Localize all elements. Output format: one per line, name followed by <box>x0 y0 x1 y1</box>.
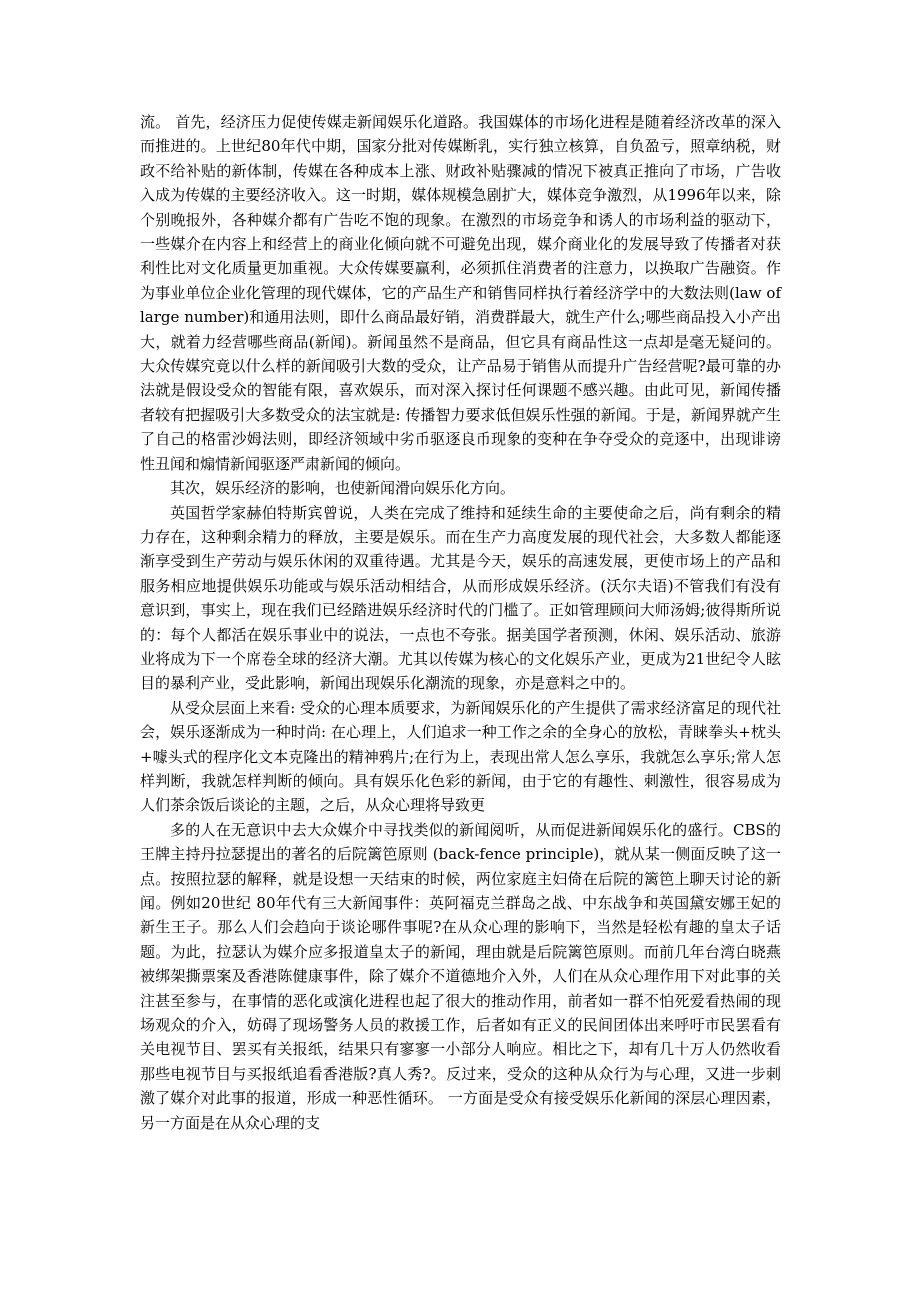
document-body <box>140 110 781 1135</box>
paragraph-2: 其次，娱乐经济的影响，也使新闻滑向娱乐化方向。 <box>170 479 516 498</box>
paragraph-5: 多的人在无意识中去大众媒介中寻找类似的新闻阅听，从而促进新闻娱乐化的盛行。CBS的王牌主持丹拉瑟提出的著名的后院篱笆原则 (back-fence principle)，就从某一侧面反映了这一点。按照拉瑟的解释，就是设想一天结束的时候，两位家庭主妇倚在后院的篱笆上聊天讨论的新闻。例如20世纪 80年代有三大新闻事件：英阿福克兰群岛之战、中东战争和英国黛安娜王妃的新生王子。那么人们会趋向于谈论哪件事呢?在从众心理的影响下，当然是轻松有趣的皇太子话题。为此，拉瑟认为媒介应多报道皇太子的新闻，理由就是后院篱笆原则。而前几年台湾白晓燕被绑架撕票案及香港陈健康事件，除了媒介不道德地介入外，人们在从众心理作用下对此事的关注甚至参与，在事情的恶化或演化进程也起了很大的推动作用，前者如一群不怕死爱看热闹的现场观众的介入，妨碍了现场警务人员的救援工作，后者如有正义的民间团体出来呼吁市民罢看有关电视节目、罢买有关报纸，结果只有寥寥一小部分人响应。相比之下，却有几十万人仍然收看那些电视节目与买报纸追看香港版?真人秀?。反过来，受众的这种从众行为与心理，又进一步刺激了媒介对此事的报道，形成一种恶性循环。 一方面是受众有接受娱乐化新闻的深层心理因素，另一方面是在从众心理的支 <box>140 820 781 1132</box>
paragraph-1: 流。 首先，经济压力促使传媒走新闻娱乐化道路。我国媒体的市场化进程是随着经济改革的深入而推进的。上世纪80年代中期，国家分批对传媒断乳，实行独立核算，自负盈亏，照章纳税，财政不给补贴的新体制，传媒在各种成本上涨、财政补贴骤减的情况下被真正推向了市场，广告收入成为传媒的主要经济收入。这一时期，媒体规模急剧扩大，媒体竞争激烈，从1996年以来，除个别晚报外，各种媒介都有广告吃不饱的现象。在激烈的市场竞争和诱人的市场利益的驱动下，一些媒介在内容上和经营上的商业化倾向就不可避免出现，媒介商业化的发展导致了传播者对获利性比对文化质量更加重视。大众传媒要赢利，必须抓住消费者的注意力，以换取广告融资。作为事业单位企业化管理的现代媒体，它的产品生产和销售同样执行着经济学中的大数法则(law of large number)和通用法则，即什么商品最好销，消费群最大，就生产什么;哪些商品投入小产出大，就着力经营哪些商品(新闻)。新闻虽然不是商品，但它具有商品性这一点却是毫无疑问的。大众传媒究竟以什么样的新闻吸引大数的受众，让产品易于销售从而提升广告经营呢?最可靠的办法就是假设受众的智能有限，喜欢娱乐，而对深入探讨任何课题不感兴趣。由此可见，新闻传播者较有把握吸引大多数受众的法宝就是: 传播智力要求低但娱乐性强的新闻。于是，新闻界就产生了自己的格雷沙姆法则，即经济领域中劣币驱逐良币现象的变种在争夺受众的竞逐中，出现诽谤性丑闻和煽情新闻驱逐严肃新闻的倾向。 <box>140 113 781 473</box>
paragraph-4: 从受众层面上来看: 受众的心理本质要求，为新闻娱乐化的产生提供了需求经济富足的现代社会，娱乐逐渐成为一种时尚: 在心理上，人们追求一种工作之余的全身心的放松，青睐拳头+枕头+噱头式的程序化文本克隆出的精神鸦片;在行为上，表现出常人怎么享乐，我就怎么享乐;常人怎样判断，我就怎样判断的倾向。具有娱乐化色彩的新闻，由于它的有趣性、刺激性，很容易成为人们茶余饭后谈论的主题，之后，从众心理将导致更 <box>140 698 781 815</box>
paragraph-3: 英国哲学家赫伯特斯宾曾说，人类在完成了维持和延续生命的主要使命之后，尚有剩余的精力存在，这种剩余精力的释放，主要是娱乐。而在生产力高度发展的现代社会，大多数人都能逐渐享受到生产劳动与娱乐休闲的双重待遇。尤其是今天，娱乐的高速发展，更使市场上的产品和服务相应地提供娱乐功能或与娱乐活动相结合，从而形成娱乐经济。(沃尔夫语)不管我们有没有意识到，事实上，现在我们已经踏进娱乐经济时代的门槛了。正如管理顾问大师汤姆;彼得斯所说的：每个人都活在娱乐事业中的说法，一点也不夸张。据美国学者预测，休闲、娱乐活动、旅游业将成为下一个席卷全球的经济大潮。尤其以传媒为核心的文化娱乐产业，更成为21世纪令人眩目的暴利产业，受此影响，新闻出现娱乐化潮流的现象，亦是意料之中的。 <box>140 503 781 693</box>
